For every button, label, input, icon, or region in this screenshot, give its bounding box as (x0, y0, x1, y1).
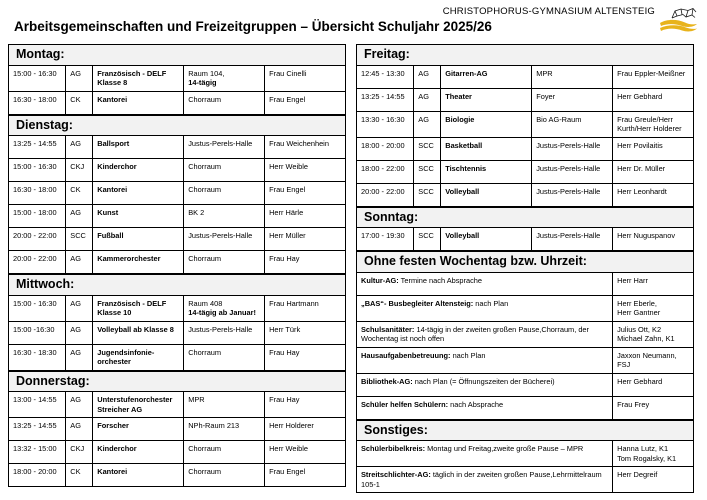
cell-tag: AG (66, 321, 93, 344)
cell-time: 15:00 -16:30 (9, 321, 66, 344)
cell-time: 20:00 - 22:00 (9, 228, 66, 251)
cell-room: MPR (184, 392, 265, 418)
table-donnerstag (8, 391, 346, 487)
cell-leader: Herr Weible (265, 159, 346, 182)
table-row (357, 396, 694, 419)
section-heading-mittwoch: Mittwoch: (8, 274, 346, 295)
table-row (9, 228, 346, 251)
cell-activity: Basketball (441, 137, 532, 160)
table-row (357, 183, 694, 206)
cell-leader: Herr Müller (265, 228, 346, 251)
table-montag (8, 65, 346, 115)
cell-activity: Volleyball ab Klasse 8 (93, 321, 184, 344)
cell-leader: Herr Leonhardt (613, 183, 694, 206)
table-row (357, 295, 694, 321)
cell-time: 15:00 - 16:30 (9, 159, 66, 182)
cell-leader: Herr Dr. Müller (613, 160, 694, 183)
cell-activity: Kantorei (93, 91, 184, 114)
cell-leader: Frau Eppler-Meißner (613, 65, 694, 88)
cell-time: 18:00 - 20:00 (357, 137, 414, 160)
cell-leader (613, 441, 694, 467)
cell-leader: Frau Frey (613, 396, 694, 419)
cell-room (184, 295, 265, 321)
cell-time: 13:00 - 14:55 (9, 392, 66, 418)
activity-name: Französisch - DELF (97, 68, 167, 78)
cell-leader: Herr Weible (265, 441, 346, 464)
cell-time: 20:00 - 22:00 (9, 251, 66, 274)
cell-room: Chorraum (184, 251, 265, 274)
cell-leader: Herr Härle (265, 205, 346, 228)
room-line1: Raum 408 (188, 298, 223, 308)
cell-tag: CKJ (66, 159, 93, 182)
table-row (9, 136, 346, 159)
table-row (357, 272, 694, 295)
cell-time: 12:45 - 13:30 (357, 65, 414, 88)
cell-room: Justus-Perels-Halle (184, 321, 265, 344)
cell-tag: SCC (414, 137, 441, 160)
table-dienstag (8, 135, 346, 274)
cell-tag: AG (66, 205, 93, 228)
cell-room: Justus-Perels-Halle (532, 137, 613, 160)
cell-tag: AG (66, 65, 93, 91)
cell-room (184, 65, 265, 91)
cell-leader: Frau Engel (265, 464, 346, 487)
cell-room: Bio AG-Raum (532, 111, 613, 137)
cell-room: Chorraum (184, 441, 265, 464)
cell-leader: Herr Povilaitis (613, 137, 694, 160)
section-heading-sonstiges: Sonstiges: (356, 420, 694, 441)
table-sonstiges (356, 440, 694, 493)
cell-leader: Herr Türk (265, 321, 346, 344)
cell-leader: Frau Cinelli (265, 65, 346, 91)
cell-activity (93, 295, 184, 321)
table-row (357, 467, 694, 493)
table-row (9, 295, 346, 321)
cell-time: 13:25 - 14:55 (9, 418, 66, 441)
cell-room: Justus-Perels-Halle (184, 228, 265, 251)
table-row (357, 347, 694, 373)
table-row (9, 392, 346, 418)
cell-description: Streitschlichter-AG: täglich in der zweiten großen Pause,Lehrmittelraum 105-1 (357, 467, 613, 493)
table-row (9, 344, 346, 370)
table-row (9, 321, 346, 344)
cell-room: Chorraum (184, 182, 265, 205)
cell-room: Chorraum (184, 344, 265, 370)
cell-leader (613, 321, 694, 347)
table-row (9, 91, 346, 114)
cell-activity: Volleyball (441, 183, 532, 206)
cell-time: 15:00 - 16:30 (9, 295, 66, 321)
page-title: Arbeitsgemeinschaften und Freizeitgruppen – Übersicht Schuljahr 2025/26 (14, 19, 492, 34)
cell-activity: Biologie (441, 111, 532, 137)
cell-description: Bibliothek-AG: nach Plan (= Öffnungszeiten der Bücherei) (357, 373, 613, 396)
leader-line2: Michael Zahn, K1 (617, 334, 675, 344)
table-row (357, 111, 694, 137)
activity-name-line2: orchester (97, 357, 131, 367)
table-row (9, 159, 346, 182)
cell-tag: AG (66, 392, 93, 418)
cell-tag: SCC (414, 160, 441, 183)
cell-activity: Volleyball (441, 228, 532, 251)
table-row (9, 418, 346, 441)
cell-description: Schulsanitäter: 14-tägig in der zweiten großen Pause,Chorraum, der Wochentag ist noch offen (357, 321, 613, 347)
table-row (9, 205, 346, 228)
cell-room: Chorraum (184, 464, 265, 487)
cell-description: „BAS“- Busbegleiter Altensteig: nach Plan (357, 295, 613, 321)
cell-tag: SCC (414, 228, 441, 251)
cell-activity: Theater (441, 88, 532, 111)
activity-name-line2: Klasse 8 (97, 78, 128, 88)
document-header (8, 6, 699, 42)
cell-room: Justus-Perels-Halle (532, 183, 613, 206)
cell-activity: Kinderchor (93, 441, 184, 464)
leader-line2: Herr Gantner (617, 308, 661, 318)
cell-tag: SCC (66, 228, 93, 251)
activity-name-line2: Streicher AG (97, 404, 143, 414)
cell-tag: CK (66, 182, 93, 205)
cell-time: 15:00 - 18:00 (9, 205, 66, 228)
cell-room: NPh-Raum 213 (184, 418, 265, 441)
cell-activity: Kunst (93, 205, 184, 228)
table-row (357, 160, 694, 183)
cell-room: Foyer (532, 88, 613, 111)
cell-leader: Herr Nuguspanov (613, 228, 694, 251)
table-row (9, 464, 346, 487)
cell-activity: Kammerorchester (93, 251, 184, 274)
activity-name: Französisch - DELF (97, 298, 167, 308)
section-heading-freitag: Freitag: (356, 44, 694, 65)
cell-leader: Frau Hay (265, 344, 346, 370)
leader-line1: Frau Greule/Herr (617, 114, 673, 124)
cell-time: 16:30 - 18:00 (9, 91, 66, 114)
cell-tag: CK (66, 464, 93, 487)
table-row (9, 251, 346, 274)
cell-activity: Kantorei (93, 464, 184, 487)
cell-room: BK 2 (184, 205, 265, 228)
cell-leader: Frau Hay (265, 251, 346, 274)
cell-leader: Frau Engel (265, 91, 346, 114)
cell-activity: Gitarren-AG (441, 65, 532, 88)
cell-leader: Herr Harr (613, 272, 694, 295)
cell-time: 18:00 - 20:00 (9, 464, 66, 487)
table-ohne-wochentag (356, 272, 694, 420)
cell-tag: AG (66, 251, 93, 274)
table-row (357, 373, 694, 396)
cell-room: Chorraum (184, 91, 265, 114)
cell-time: 13:25 - 14:55 (357, 88, 414, 111)
cell-activity: Ballsport (93, 136, 184, 159)
leader-line2: Tom Rogalsky, K1 (617, 453, 677, 463)
cell-description: Hausaufgabenbetreuung: nach Plan (357, 347, 613, 373)
room-line2: 14-tägig ab Januar! (188, 308, 256, 318)
cell-activity (93, 344, 184, 370)
cell-leader (613, 111, 694, 137)
cell-tag: AG (66, 418, 93, 441)
left-column (8, 44, 346, 493)
cell-tag: AG (66, 344, 93, 370)
section-heading-montag: Montag: (8, 44, 346, 65)
cell-description: Kultur-AG: Termine nach Absprache (357, 272, 613, 295)
cell-leader: Herr Degreif (613, 467, 694, 493)
school-name: CHRISTOPHORUS-GYMNASIUM ALTENSTEIG (442, 6, 655, 17)
cell-tag: CK (66, 91, 93, 114)
cell-room: MPR (532, 65, 613, 88)
cell-activity (93, 65, 184, 91)
cell-leader (613, 295, 694, 321)
section-heading-dienstag: Dienstag: (8, 115, 346, 136)
table-row (9, 441, 346, 464)
cell-tag: AG (414, 65, 441, 88)
cell-leader: Herr Gebhard (613, 88, 694, 111)
table-row (9, 65, 346, 91)
cell-tag: AG (414, 88, 441, 111)
cell-activity: Kinderchor (93, 159, 184, 182)
cell-time: 16:30 - 18:00 (9, 182, 66, 205)
cell-time: 20:00 - 22:00 (357, 183, 414, 206)
table-row (357, 137, 694, 160)
cell-leader: Frau Engel (265, 182, 346, 205)
table-sonntag (356, 227, 694, 251)
table-freitag (356, 65, 694, 207)
school-crest-icon (657, 6, 699, 36)
cell-leader: Herr Gebhard (613, 373, 694, 396)
cell-leader: Frau Hartmann (265, 295, 346, 321)
room-line2: 14-tägig (188, 78, 217, 88)
content-columns (8, 44, 699, 493)
cell-room: Justus-Perels-Halle (532, 160, 613, 183)
cell-time: 17:00 - 19:30 (357, 228, 414, 251)
cell-time: 13:25 - 14:55 (9, 136, 66, 159)
cell-tag: AG (66, 136, 93, 159)
cell-activity: Kantorei (93, 182, 184, 205)
leader-line2: Kurth/Herr Holderer (617, 124, 682, 134)
cell-room: Chorraum (184, 159, 265, 182)
cell-leader: Frau Hay (265, 392, 346, 418)
activity-name: Jugendsinfonie- (97, 347, 155, 357)
cell-tag: SCC (414, 183, 441, 206)
table-row (357, 321, 694, 347)
cell-activity (93, 392, 184, 418)
activity-name-line2: Klasse 10 (97, 308, 132, 318)
leader-line1: Hanna Lutz, K1 (617, 444, 669, 454)
cell-leader: Jaxxon Neumann, FSJ (613, 347, 694, 373)
right-column (356, 44, 694, 493)
cell-time: 13:32 - 15:00 (9, 441, 66, 464)
leader-line1: Herr Eberle, (617, 298, 657, 308)
cell-description: Schülerbibelkreis: Montag und Freitag,zweite große Pause – MPR (357, 441, 613, 467)
cell-leader: Frau Weichenhein (265, 136, 346, 159)
table-row (357, 65, 694, 88)
section-heading-donnerstag: Donnerstag: (8, 371, 346, 392)
table-row (9, 182, 346, 205)
cell-tag: AG (66, 295, 93, 321)
table-row (357, 88, 694, 111)
cell-time: 16:30 - 18:30 (9, 344, 66, 370)
table-row (357, 228, 694, 251)
table-row (357, 441, 694, 467)
cell-activity: Tischtennis (441, 160, 532, 183)
table-mittwoch (8, 295, 346, 371)
room-line1: Raum 104, (188, 68, 225, 78)
cell-room: Justus-Perels-Halle (184, 136, 265, 159)
section-heading-sonntag: Sonntag: (356, 207, 694, 228)
section-heading-ohne-wochentag: Ohne festen Wochentag bzw. Uhrzeit: (356, 251, 694, 272)
cell-tag: CKJ (66, 441, 93, 464)
cell-room: Justus-Perels-Halle (532, 228, 613, 251)
cell-activity: Fußball (93, 228, 184, 251)
cell-description: Schüler helfen Schülern: nach Absprache (357, 396, 613, 419)
cell-time: 15:00 - 16:30 (9, 65, 66, 91)
cell-time: 13:30 - 16:30 (357, 111, 414, 137)
cell-tag: AG (414, 111, 441, 137)
leader-line1: Julius Ott, K2 (617, 324, 662, 334)
cell-time: 18:00 - 22:00 (357, 160, 414, 183)
activity-name: Unterstufenorchester (97, 395, 173, 405)
cell-leader: Herr Holderer (265, 418, 346, 441)
cell-activity: Forscher (93, 418, 184, 441)
